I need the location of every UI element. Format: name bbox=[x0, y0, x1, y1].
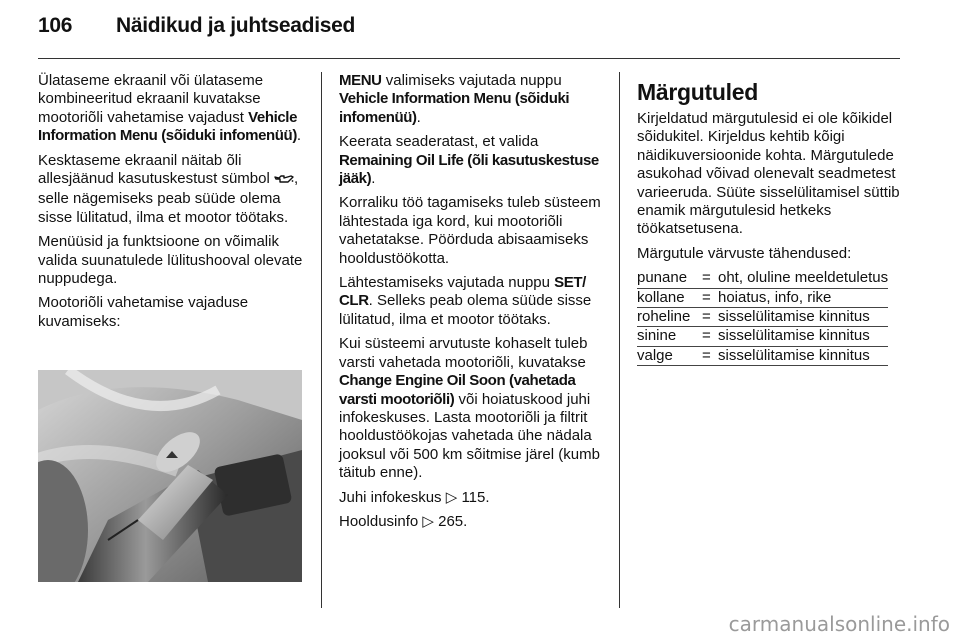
paragraph: Kirjeldatud märgutulesid ei ole kõikidel sõidukitel. Kirjeldus kehtib kõigi näidikuversioonide kohta. Märgutulede asukohad võivad olenevalt seadmetest varieeruda. Süüte sisselülitamisel süttib enamik märgutulesid hetkeks töökatsetusena. bbox=[637, 110, 900, 238]
column-3 bbox=[637, 72, 905, 366]
column-2 bbox=[339, 72, 607, 537]
column-divider-2 bbox=[619, 72, 620, 608]
paragraph: Märgutule värvuste tähendused: bbox=[637, 244, 852, 262]
table-row: kollane = hoiatus, info, rike bbox=[637, 288, 888, 307]
cross-reference: Hooldusinfo ▷ 265. bbox=[339, 512, 468, 530]
watermark: carmanualsonline.info bbox=[728, 612, 950, 636]
arrow-reference-icon: ▷ bbox=[445, 488, 458, 506]
paragraph: Keerata seaderatast, et valida Remaining Oil Life (õli kasutuskestuse jääk). bbox=[339, 133, 599, 188]
section-heading: Märgutuled bbox=[637, 79, 758, 105]
table-row: sinine = sisselülitamise kinnitus bbox=[637, 327, 888, 346]
paragraph: Kesktaseme ekraanil näitab õli allesjäänud kasutuskestust sümbol , selle nägemiseks peab süüde olema sisse lülitatud, ilma et mootor töötaks. bbox=[38, 151, 299, 226]
color-meaning-table bbox=[637, 269, 888, 366]
paragraph: Korraliku töö tagamiseks tuleb süsteem lähtestada iga kord, kui mootoriõli vahetatakse. Pöörduda abisaamiseks hooldustöökotta. bbox=[339, 194, 601, 267]
table-row: valge = sisselülitamise kinnitus bbox=[637, 346, 888, 365]
column-1 bbox=[38, 72, 306, 337]
page-title: Näidikud ja juhtseadised bbox=[116, 14, 356, 37]
turn-signal-lever-photo bbox=[38, 370, 302, 582]
table-row: roheline = sisselülitamise kinnitus bbox=[637, 308, 888, 327]
paragraph: MENU valimiseks vajutada nuppu Vehicle Information Menu (sõiduki infomenüü). bbox=[339, 72, 570, 126]
header-rule bbox=[38, 58, 900, 59]
paragraph: Lähtestamiseks vajutada nuppu SET/ CLR. Selleks peab olema süüde sisse lülitatud, ilma et mootor töötaks. bbox=[339, 274, 592, 328]
paragraph: Kui süsteemi arvutuste kohaselt tuleb varsti vahetada mootoriõli, kuvatakse Change Engine Oil Soon (vahetada varsti mootoriõli) või hoiatuskood juhi infokeskuses. Lasta mootoriõli ja filtrit hooldustöökojas vahetada ühe nädala jooksul või 500 km sõitmise järel (kumb täitub enne). bbox=[339, 335, 600, 482]
oil-can-icon bbox=[274, 172, 294, 190]
table-row: punane = oht, oluline meeldetuletus bbox=[637, 269, 889, 287]
arrow-reference-icon: ▷ bbox=[422, 512, 434, 530]
paragraph: Ülataseme ekraanil või ülataseme kombineeritud ekraanil kuvatakse mootoriõli vahetamise vajadust Vehicle Information Menu (sõiduki infomenüü). bbox=[38, 72, 302, 145]
paragraph: Menüüsid ja funktsioone on võimalik valida suunatulede lülitushooval olevate nuppudega. bbox=[38, 233, 303, 288]
cross-reference: Juhi infokeskus ▷ 115. bbox=[339, 488, 490, 506]
column-divider-1 bbox=[321, 72, 322, 608]
paragraph: Mootoriõli vahetamise vajaduse kuvamiseks: bbox=[38, 294, 249, 330]
page-number: 106 bbox=[38, 14, 73, 37]
